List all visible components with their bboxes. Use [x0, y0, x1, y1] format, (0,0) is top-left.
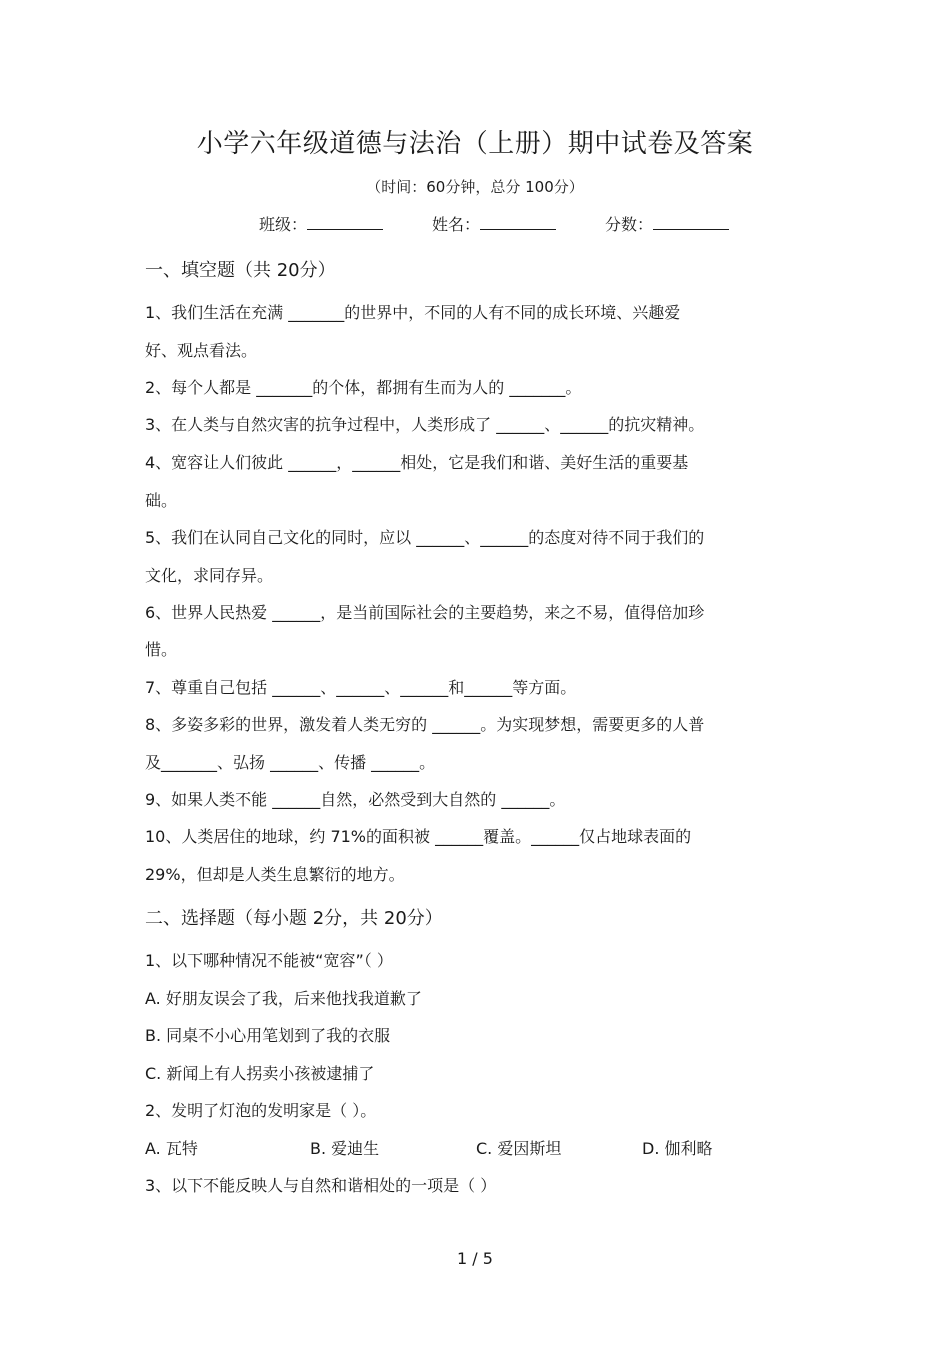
fill-line: 8、多姿多彩的世界，激发着人类无穷的 ______。为实现梦想，需要更多的人普 [145, 715, 705, 734]
fill-line: 5、我们在认同自己文化的同时，应以 ______、______的态度对待不同于我们的 [145, 528, 705, 547]
choice-option: A. 瓦特 [145, 1139, 198, 1158]
question-stem: 1、以下哪种情况不能被“宽容”（ ） [145, 951, 393, 970]
section-heading-fill-blank: 一、填空题（共 20分） [145, 260, 336, 281]
fill-line: 7、尊重自己包括 ______、______、______和______等方面。 [145, 678, 577, 697]
choice-option: A. 好朋友误会了我，后来他找我道歉了 [145, 989, 422, 1008]
name-label: 姓名： [432, 215, 481, 234]
score-field [605, 212, 729, 235]
choice-option: B. 同桌不小心用笔划到了我的衣服 [145, 1026, 391, 1045]
name-field [432, 212, 556, 235]
class-blank [307, 215, 383, 230]
fill-line: 文化，求同存异。 [145, 566, 274, 585]
name-blank [480, 215, 556, 230]
choice-option: C. 爱因斯坦 [476, 1139, 562, 1158]
exam-subtitle: （时间：60分钟，总分 100分） [366, 178, 584, 196]
fill-line: 惜。 [145, 640, 178, 659]
page-number: 1 / 5 [457, 1249, 493, 1268]
fill-line: 1、我们生活在充满 _______的世界中，不同的人有不同的成长环境、兴趣爱 [145, 303, 681, 322]
section-heading-choice: 二、选择题（每小题 2分，共 20分） [145, 908, 443, 929]
score-blank [653, 215, 729, 230]
fill-line: 4、宽容让人们彼此 ______，______相处，它是我们和谐、美好生活的重要基 [145, 453, 689, 472]
choice-option: B. 爱迪生 [310, 1139, 380, 1158]
fill-line: 及_______、弘扬 ______、传播 ______。 [145, 753, 436, 772]
fill-line: 3、在人类与自然灾害的抗争过程中，人类形成了 ______、______的抗灾精神。 [145, 415, 705, 434]
fill-line: 2、每个人都是 _______的个体，都拥有生而为人的 _______。 [145, 378, 582, 397]
fill-line: 好、观点看法。 [145, 341, 258, 360]
fill-line: 础。 [145, 491, 178, 510]
page-title: 小学六年级道德与法治（上册）期中试卷及答案 [196, 129, 754, 159]
fill-line: 29%，但却是人类生息繁衍的地方。 [145, 865, 405, 884]
question-stem: 2、发明了灯泡的发明家是（ ）。 [145, 1101, 377, 1120]
fill-line: 9、如果人类不能 ______自然，必然受到大自然的 ______。 [145, 790, 566, 809]
question-stem: 3、以下不能反映人与自然和谐相处的一项是（ ） [145, 1176, 497, 1195]
class-label: 班级： [259, 215, 308, 234]
class-field [259, 212, 383, 235]
choice-option: D. 伽利略 [642, 1139, 713, 1158]
fill-line: 6、世界人民热爱 ______，是当前国际社会的主要趋势，来之不易，值得倍加珍 [145, 603, 705, 622]
fill-line: 10、人类居住的地球，约 71%的面积被 ______覆盖。______仅占地球表面的 [145, 827, 692, 846]
choice-option: C. 新闻上有人拐卖小孩被逮捕了 [145, 1064, 375, 1083]
score-label: 分数： [605, 215, 654, 234]
